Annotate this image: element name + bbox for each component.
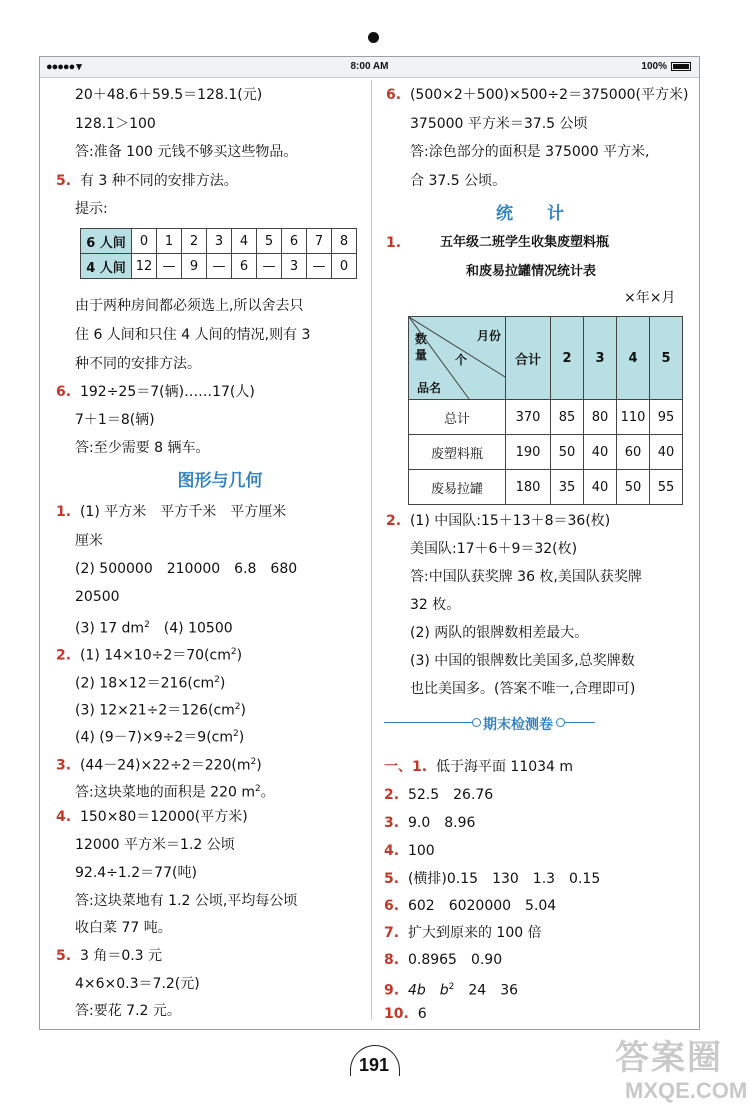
corner-label: 品名 bbox=[417, 381, 442, 395]
question-number: 2. bbox=[386, 513, 402, 529]
question-number: 一、1. bbox=[384, 759, 428, 775]
column-divider bbox=[371, 80, 372, 1020]
question-number: 2. bbox=[384, 787, 400, 803]
question-item bbox=[56, 643, 242, 665]
table-cell: 1 bbox=[157, 229, 182, 254]
camera-dot bbox=[368, 32, 379, 43]
text-line: 92.4÷1.2＝77(吨) bbox=[75, 865, 197, 881]
table-title: 五年级二班学生收集废塑料瓶 bbox=[440, 235, 610, 250]
table-cell: 0 bbox=[132, 229, 157, 254]
answer-text: (横排)0.15 130 1.3 0.15 bbox=[407, 871, 601, 887]
status-bar bbox=[40, 57, 699, 78]
text-part: ) bbox=[240, 702, 246, 719]
exam-section-title: 期末检测卷 bbox=[483, 717, 553, 733]
question-number-row bbox=[386, 234, 401, 252]
table-cell: 50 bbox=[617, 470, 650, 505]
table-cell: 80 bbox=[584, 400, 617, 435]
table-cell: 6 bbox=[232, 254, 257, 279]
text-line: 答:至少需要 8 辆车。 bbox=[75, 440, 210, 456]
text-line: 答:中国队获奖牌 36 枚,美国队获奖牌 bbox=[410, 569, 642, 585]
question-item bbox=[386, 86, 688, 104]
row-header: 废易拉罐 bbox=[409, 470, 506, 505]
question-number: 2. bbox=[56, 647, 72, 664]
text-line: 合 37.5 公顷。 bbox=[410, 173, 507, 189]
answer-text: 602 6020000 5.04 bbox=[407, 898, 557, 914]
superscript: 2 bbox=[233, 729, 239, 739]
table-cell: 6 bbox=[282, 229, 307, 254]
question-number: 6. bbox=[384, 898, 400, 914]
question-number: 6. bbox=[386, 87, 402, 103]
answer-text: 低于海平面 11034 m bbox=[435, 759, 574, 775]
text-part: 答:这块菜地的面积是 220 m bbox=[75, 784, 255, 801]
text-line: 答:涂色部分的面积是 375000 平方米, bbox=[410, 144, 650, 160]
table-cell: 2 bbox=[182, 229, 207, 254]
corner-header-cell bbox=[409, 317, 506, 400]
table-cell: 110 bbox=[617, 400, 650, 435]
column-header: 合计 bbox=[506, 317, 551, 400]
table-cell: — bbox=[257, 254, 282, 279]
answer-text: 9.0 8.96 bbox=[407, 815, 476, 831]
question-number: 3. bbox=[384, 815, 400, 831]
text-line: (2) 两队的银牌数相差最大。 bbox=[410, 625, 589, 641]
question-number: 7. bbox=[384, 925, 400, 941]
text-part: (3) 17 dm bbox=[75, 620, 145, 637]
text-line: 7＋1＝8(辆) bbox=[75, 412, 155, 428]
table-cell: 3 bbox=[282, 254, 307, 279]
question-item bbox=[384, 814, 475, 832]
text-line bbox=[75, 616, 233, 638]
question-item bbox=[56, 503, 286, 521]
question-item bbox=[384, 978, 518, 1000]
text-line: 12000 平方米＝1.2 公顷 bbox=[75, 837, 235, 853]
column-header: 4 bbox=[617, 317, 650, 400]
battery-icon bbox=[671, 62, 691, 71]
answer-text: (1) 中国队:15＋13＋8＝36(枚) bbox=[409, 513, 611, 529]
superscript: 2 bbox=[234, 702, 241, 712]
corner-label: 个 bbox=[455, 353, 468, 367]
answer-text: 3 角＝0.3 元 bbox=[79, 948, 163, 964]
row-header: 总计 bbox=[409, 400, 506, 435]
text-part: (44－24)×22÷2＝220(m bbox=[79, 757, 251, 774]
question-number: 4. bbox=[384, 843, 400, 859]
table-cell: 3 bbox=[207, 229, 232, 254]
question-item bbox=[384, 951, 502, 969]
question-number: 5. bbox=[384, 871, 400, 887]
question-item bbox=[384, 870, 600, 888]
text-line bbox=[75, 698, 246, 720]
superscript: 2 bbox=[144, 620, 150, 630]
superscript: 2 bbox=[230, 647, 237, 657]
table-cell: 40 bbox=[650, 435, 683, 470]
superscript: 2 bbox=[448, 982, 455, 992]
answer-text: (1) 平方米 平方千米 平方厘米 bbox=[79, 504, 287, 520]
question-number: 4. bbox=[56, 809, 72, 825]
table-cell: 4 人间 bbox=[81, 254, 132, 279]
text-line: 厘米 bbox=[75, 533, 103, 549]
question-number: 10. bbox=[384, 1006, 409, 1022]
question-item bbox=[384, 924, 542, 942]
table-cell: 12 bbox=[132, 254, 157, 279]
table-cell: 6 人间 bbox=[81, 229, 132, 254]
banner-dot bbox=[556, 718, 565, 727]
text-line: 32 枚。 bbox=[410, 597, 461, 613]
text-line bbox=[75, 671, 225, 693]
table-row bbox=[409, 470, 683, 505]
text-line: 收白菜 77 吨。 bbox=[75, 920, 172, 936]
table-cell: 40 bbox=[584, 470, 617, 505]
question-item bbox=[56, 383, 255, 401]
text-line: 答:要花 7.2 元。 bbox=[75, 1003, 181, 1019]
table-header-row bbox=[409, 317, 683, 400]
table-cell: — bbox=[157, 254, 182, 279]
superscript: 2 bbox=[254, 784, 261, 794]
table-cell: 0 bbox=[332, 254, 357, 279]
text-line: 美国队:17＋6＋9＝32(枚) bbox=[410, 541, 578, 557]
text-line: 答:准备 100 元钱不够买这些物品。 bbox=[75, 144, 298, 160]
signal-icon: ●●●●● ▾ bbox=[46, 61, 81, 73]
question-item bbox=[384, 897, 556, 915]
question-item bbox=[56, 753, 262, 775]
text-line: 由于两种房间都必须选上,所以舍去只 bbox=[75, 298, 304, 314]
table-date: ×年×月 bbox=[624, 290, 676, 306]
answer-text: 0.8965 0.90 bbox=[407, 952, 503, 968]
row-header: 废塑料瓶 bbox=[409, 435, 506, 470]
exam-section-banner bbox=[384, 712, 652, 734]
text-part: 24 36 bbox=[454, 982, 519, 999]
answer-text: 150×80＝12000(平方米) bbox=[79, 809, 248, 825]
hint-label: 提示: bbox=[75, 201, 108, 217]
text-part: 4b b bbox=[407, 982, 449, 999]
text-part: ) bbox=[236, 647, 243, 664]
table-cell: 9 bbox=[182, 254, 207, 279]
table-cell: 4 bbox=[232, 229, 257, 254]
text-part: ) bbox=[256, 757, 262, 774]
table-row bbox=[409, 400, 683, 435]
section-title-statistics: 统 计 bbox=[496, 204, 564, 224]
text-part: (4) 10500 bbox=[149, 620, 233, 637]
section-title-geometry: 图形与几何 bbox=[177, 471, 263, 491]
table-cell: — bbox=[207, 254, 232, 279]
status-time: 8:00 AM bbox=[350, 61, 389, 72]
text-line: 住 6 人间和只住 4 人间的情况,则有 3 bbox=[75, 327, 311, 343]
table-row bbox=[81, 254, 357, 279]
answer-text: (500×2＋500)×500÷2＝375000(平方米) bbox=[409, 87, 689, 103]
text-part: (2) 18×12＝216(cm bbox=[75, 675, 215, 692]
text-line: 128.1＞100 bbox=[75, 116, 156, 132]
question-item bbox=[384, 842, 435, 860]
corner-label: 数量 bbox=[415, 332, 428, 362]
table-cell: 5 bbox=[257, 229, 282, 254]
text-line bbox=[75, 725, 244, 747]
question-item bbox=[56, 172, 238, 190]
question-number: 5. bbox=[56, 173, 72, 189]
table-title: 和废易拉罐情况统计表 bbox=[466, 264, 597, 279]
table-cell: 60 bbox=[617, 435, 650, 470]
text-part: 。 bbox=[260, 784, 275, 801]
text-line: 20500 bbox=[75, 589, 120, 605]
answer-text: 100 bbox=[407, 843, 435, 859]
question-item bbox=[384, 758, 573, 776]
question-number: 9. bbox=[384, 982, 400, 999]
question-number: 8. bbox=[384, 952, 400, 968]
column-header: 3 bbox=[584, 317, 617, 400]
battery-percent: 100% bbox=[641, 61, 667, 72]
table-cell: 35 bbox=[551, 470, 584, 505]
text-part: ) bbox=[219, 675, 226, 692]
table-cell: 180 bbox=[506, 470, 551, 505]
table-cell: 8 bbox=[332, 229, 357, 254]
superscript: 2 bbox=[214, 675, 220, 685]
column-header: 5 bbox=[650, 317, 683, 400]
question-item bbox=[384, 1005, 427, 1023]
text-part: ) bbox=[238, 729, 245, 746]
banner-line bbox=[565, 722, 595, 723]
table-row bbox=[81, 229, 357, 254]
answer-text: 52.5 26.76 bbox=[407, 787, 494, 803]
question-number: 3. bbox=[56, 757, 72, 774]
text-part: (1) 14×10÷2＝70(cm bbox=[79, 647, 231, 664]
question-number: 1. bbox=[56, 504, 72, 520]
stats-table bbox=[408, 316, 683, 505]
text-line: 375000 平方米＝37.5 公顷 bbox=[410, 116, 588, 132]
table-cell: 55 bbox=[650, 470, 683, 505]
hint-table bbox=[80, 228, 357, 279]
watermark-logo: 答案圈 bbox=[615, 1038, 723, 1078]
question-number: 5. bbox=[56, 948, 72, 964]
table-cell: 50 bbox=[551, 435, 584, 470]
table-cell: 370 bbox=[506, 400, 551, 435]
answer-text: 有 3 种不同的安排方法。 bbox=[79, 173, 238, 189]
text-part: (4) (9－7)×9÷2＝9(cm bbox=[75, 729, 233, 746]
question-item bbox=[384, 786, 493, 804]
watermark-url: MXQE.COM bbox=[625, 1078, 748, 1103]
table-cell: 40 bbox=[584, 435, 617, 470]
corner-label: 月份 bbox=[476, 329, 501, 343]
page-number bbox=[348, 1045, 400, 1085]
text-line: 也比美国多。(答案不唯一,合理即可) bbox=[410, 681, 636, 697]
text-line: (3) 中国的银牌数比美国多,总奖牌数 bbox=[410, 653, 635, 669]
table-cell: 85 bbox=[551, 400, 584, 435]
text-line bbox=[75, 780, 275, 802]
question-item bbox=[386, 512, 610, 530]
question-number: 6. bbox=[56, 384, 72, 400]
text-line: (2) 500000 210000 6.8 680 bbox=[75, 561, 298, 577]
text-part: (3) 12×21÷2＝126(cm bbox=[75, 702, 235, 719]
table-cell: 190 bbox=[506, 435, 551, 470]
page-number-text: 191 bbox=[358, 1055, 390, 1075]
answer-text: 6 bbox=[417, 1006, 427, 1022]
column-header: 2 bbox=[551, 317, 584, 400]
table-cell: 7 bbox=[307, 229, 332, 254]
text-line: 种不同的安排方法。 bbox=[75, 356, 201, 372]
table-cell: — bbox=[307, 254, 332, 279]
table-row bbox=[409, 435, 683, 470]
table-cell: 95 bbox=[650, 400, 683, 435]
question-item bbox=[56, 808, 248, 826]
superscript: 2 bbox=[250, 757, 257, 767]
question-item bbox=[56, 947, 162, 965]
answer-text: 192÷25＝7(辆)……17(人) bbox=[79, 384, 255, 400]
text-line: 答:这块菜地有 1.2 公顷,平均每公顷 bbox=[75, 893, 298, 909]
text-line: 4×6×0.3＝7.2(元) bbox=[75, 976, 200, 992]
text-line: 20＋48.6＋59.5＝128.1(元) bbox=[75, 87, 263, 103]
answer-text: 扩大到原来的 100 倍 bbox=[407, 925, 542, 941]
question-number: 1. bbox=[386, 235, 402, 251]
